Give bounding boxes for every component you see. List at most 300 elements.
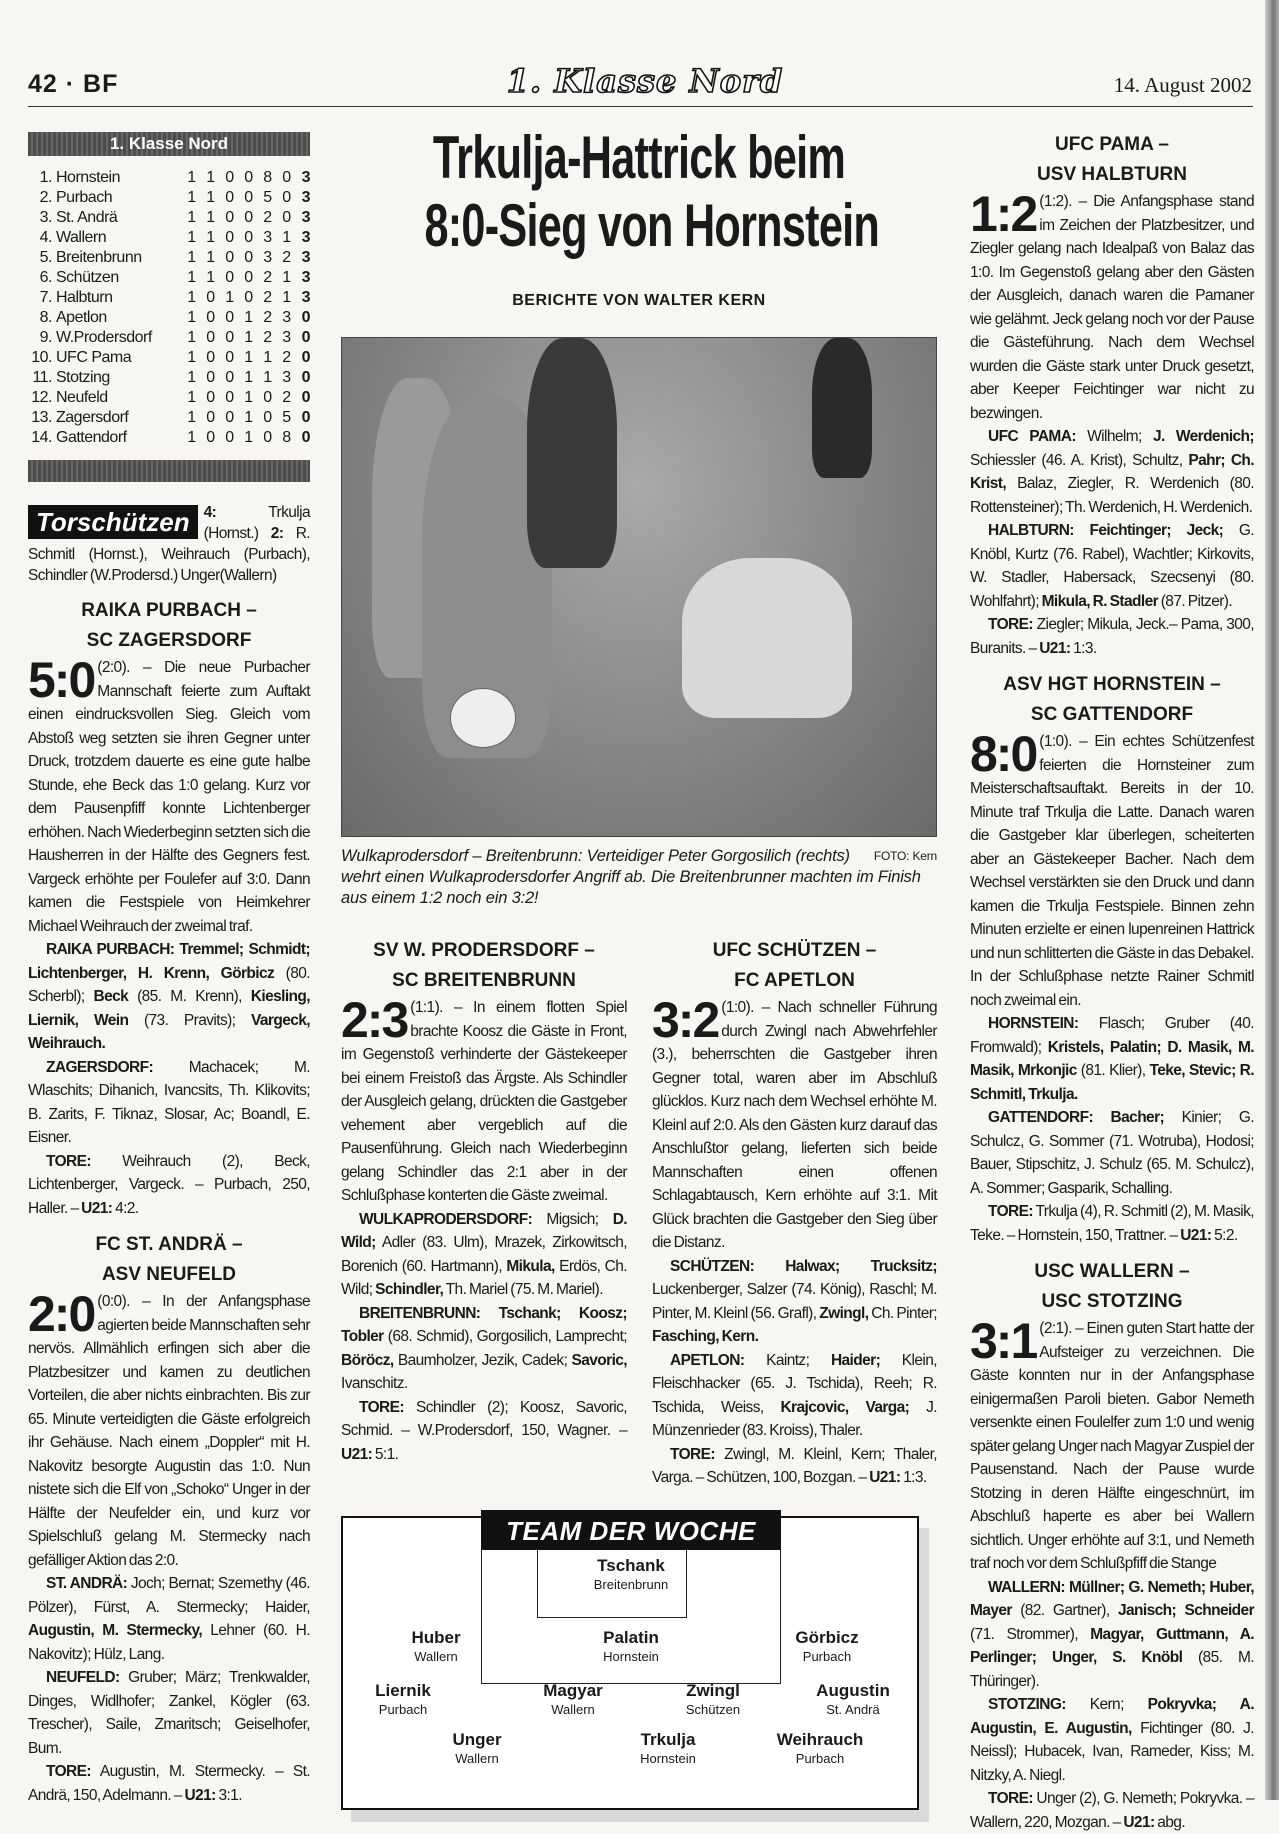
- player-name: Zwingl: [686, 1680, 740, 1700]
- standings-cell: 0: [225, 309, 234, 326]
- standings-cell: 11.: [32, 369, 52, 386]
- standings-cell: 2: [282, 349, 291, 366]
- final-score: 8:0: [970, 726, 1037, 782]
- lineup-paragraph: [970, 425, 1254, 519]
- standings-cell: 0: [225, 329, 234, 346]
- team-player: [513, 1681, 633, 1719]
- standings-cell: 0: [225, 429, 234, 446]
- standings-cell: 1.: [39, 169, 52, 186]
- player-names: Unger (2), G. Nemeth; Pokryvka. – Wallern, 220, Mozgan. –: [970, 1790, 1254, 1831]
- standings-cell: 0: [225, 189, 234, 206]
- player-names: Ivanschitz.: [341, 1375, 408, 1392]
- standings-cell: 2.: [39, 189, 52, 206]
- standings-cell: 13.: [31, 409, 52, 426]
- standings-cell: 2: [263, 329, 272, 346]
- standings-cell: 0: [301, 409, 310, 426]
- team-name: Purbach: [56, 189, 113, 206]
- player-names-bold: U21:: [184, 1786, 216, 1804]
- standings-cell: 6.: [39, 269, 52, 286]
- standings-cell: 0: [206, 369, 215, 386]
- player-names: Zwingl, M. Kleinl, Kern; Thaler, Varga. – Schützen, 100, Bozgan. –: [652, 1445, 937, 1486]
- caption-text: Wulkaprodersdorf – Breitenbrunn: Verteidiger Peter Gorgosilich (rechts) wehrt einen Wulkaprodersdorfer Angriff ab. Die Breitenbrunner machten im Finish aus einem 1:2 noch ein 3:2!: [341, 847, 921, 907]
- standings-cell: 1: [225, 289, 234, 306]
- lineup-paragraph: [970, 1787, 1254, 1834]
- match-photo: [341, 337, 937, 837]
- scorer-count: 2:: [270, 525, 284, 542]
- standings-cell: 1: [206, 229, 215, 246]
- player-names: (80. Scherbl);: [28, 964, 310, 1005]
- player-names-bold: ZAGERSDORF:: [46, 1058, 154, 1076]
- standings-cell: 1: [187, 349, 196, 366]
- team-player: [571, 1628, 691, 1666]
- team-player: [376, 1628, 496, 1666]
- standings-cell: 0: [225, 389, 234, 406]
- standings-cell: 9.: [39, 329, 52, 346]
- player-names: Fichtinger (80. J. Neissl); Hubacek, Ivan, Rameder, Kiss; M. Nitzky, A. Niegl.: [970, 1719, 1255, 1784]
- match-title: [28, 596, 310, 656]
- standings-cell: 1: [187, 429, 196, 446]
- player-names: Kinier; G. Schulcz, G. Sommer (71. Wotruba), Hodosi; Bauer, Stipschitz, J. Schulz (65. M. Schulcz), A. Sommer; Gasparik, Schalling.: [970, 1109, 1255, 1197]
- player-names-bold: RAIKA PURBACH: Tremmel; Schmidt; Lichtenberger, H. Krenn, Görbicz: [28, 941, 310, 982]
- final-score: 2:0: [28, 1286, 95, 1342]
- match-report-schuetzen-apetlon: [652, 936, 937, 1490]
- standings-cell: 0: [244, 289, 253, 306]
- match-report-standrae-neufeld: [28, 1230, 310, 1807]
- player-names-bold: SCHÜTZEN: Halwax; Trucksitz;: [670, 1257, 937, 1275]
- player-names: Adler (83. Ulm), Mrazek, Zirkowitsch, Borenich (60. Hartmann),: [341, 1234, 627, 1275]
- standings-cell: 1: [187, 389, 196, 406]
- standings-cell: 0: [206, 329, 215, 346]
- standings-cell: 1: [206, 209, 215, 226]
- player-names-bold: TORE:: [359, 1398, 404, 1416]
- standings-cell: 8: [263, 169, 272, 186]
- team-player: [417, 1730, 537, 1768]
- match-title: [970, 1257, 1254, 1317]
- standings-cell: 0: [244, 229, 253, 246]
- standings-cell: 2: [263, 269, 272, 286]
- photo-caption: [341, 846, 937, 909]
- middle-column-1: [341, 926, 627, 1490]
- standings-cell: 1: [244, 389, 253, 406]
- player-names: Augustin, M. Stermecky. – St. Andrä, 150, Adelmann. –: [28, 1763, 310, 1804]
- standings-row: [28, 288, 310, 308]
- standings-cell: 1: [206, 269, 215, 286]
- player-names: Schiessler (46. A. Krist), Schultz,: [970, 451, 1189, 469]
- standings-cell: 1: [244, 349, 253, 366]
- standings-cell: 0: [206, 309, 215, 326]
- team-player: [760, 1730, 880, 1768]
- player-names-bold: Augustin, M. Stermecky,: [28, 1622, 203, 1639]
- player-names: (87. Pitzer).: [1158, 592, 1233, 610]
- standings-cell: 0: [263, 389, 272, 406]
- standings-cell: 3: [282, 369, 291, 386]
- standings-row: [28, 228, 310, 248]
- team-name: Breitenbrunn: [56, 249, 142, 266]
- player-club: Hornstein: [603, 1648, 659, 1664]
- standings-cell: 0: [301, 329, 310, 346]
- standings-cell: 1: [244, 429, 253, 446]
- standings-cell: 1: [244, 309, 253, 326]
- standings-row: [28, 188, 310, 208]
- player-club: Purbach: [795, 1750, 845, 1766]
- final-score: 3:2: [652, 992, 719, 1048]
- player-name: Görbicz: [795, 1627, 859, 1647]
- player-name: Palatin: [603, 1627, 659, 1647]
- player-club: Schützen: [685, 1701, 741, 1717]
- player-names: (71. Strommer),: [970, 1625, 1091, 1643]
- player-names-bold: BREITENBRUNN: Tschank; Koosz; Tobler: [341, 1304, 627, 1345]
- player-names: Wilhelm;: [1075, 428, 1153, 445]
- standings-row: [28, 248, 310, 268]
- player-name: Weihrauch: [776, 1729, 864, 1749]
- standings-cell: 1: [187, 229, 196, 246]
- photo-credit: FOTO: Kern: [873, 849, 937, 863]
- player-names-bold: U21:: [1039, 639, 1071, 657]
- match-report-purbach-zagersdorf: [28, 596, 310, 1220]
- middle-column-2: [652, 926, 937, 1490]
- standings-row: [28, 348, 310, 368]
- player-names: Flasch; Gruber (40. Fromwald);: [970, 1015, 1254, 1056]
- player-names-bold: Kiesling, Liernik, Wein: [28, 988, 310, 1029]
- lineup-paragraph: [28, 1760, 310, 1807]
- standings-cell: 1: [244, 409, 253, 426]
- standings-cell: 0: [225, 369, 234, 386]
- player-names: Lehner (60. H. Nakovitz); Hülz, Lang.: [28, 1622, 310, 1663]
- standings-row: [28, 368, 310, 388]
- player-names-bold: Magyar, Guttmann, A. Perlinger; Unger, S. Knöbl: [970, 1625, 1254, 1666]
- standings-cell: 0: [206, 429, 215, 446]
- match-title-line: SV W. PRODERSDORF –: [373, 940, 595, 961]
- player-names-bold: TORE:: [46, 1152, 91, 1170]
- lineup-paragraph: [970, 1106, 1254, 1200]
- player-names: 5:2.: [1211, 1226, 1238, 1244]
- standings-cell: 0: [301, 309, 310, 326]
- player-names: (68. Schmid), Gorgosilich, Lamprecht;: [383, 1328, 627, 1345]
- player-names-bold: Pahr; Ch. Krist,: [970, 451, 1254, 492]
- issue-date: 14. August 2002: [1113, 73, 1252, 97]
- final-score: 3:1: [970, 1313, 1037, 1369]
- standings-cell: 2: [282, 249, 291, 266]
- standings-cell: 8.: [39, 309, 52, 326]
- team-player: [653, 1681, 773, 1719]
- standings-cell: 1: [187, 409, 196, 426]
- player-names: Kaintz;: [744, 1351, 831, 1369]
- headline-line: 8:0-Sieg von Hornstein: [424, 192, 880, 259]
- player-names: G. Knöbl, Kurtz (76. Rabel), Wachtler; Kirkovits, W. Stadler, Habersack, Szecsenyi (80. Wohlfahrt);: [970, 522, 1254, 610]
- player-names-bold: Böröcz,: [341, 1351, 394, 1369]
- standings-bottom-bar: [28, 460, 310, 482]
- standings-cell: 3: [301, 209, 310, 226]
- final-score: 2:3: [341, 992, 408, 1048]
- player-names-bold: Mikula,: [506, 1257, 555, 1275]
- final-score: 1:2: [970, 186, 1037, 242]
- standings-cell: 0: [301, 389, 310, 406]
- section-title: 1. Klasse Nord: [506, 62, 784, 100]
- player-names: Baumholzer, Jezik, Cadek;: [393, 1351, 572, 1369]
- match-summary: [28, 652, 310, 938]
- standings-row: [28, 168, 310, 188]
- standings-cell: 3: [301, 169, 310, 186]
- match-title-line: ASV HGT HORNSTEIN –: [1003, 674, 1221, 695]
- player-name: Trkulja: [640, 1729, 696, 1749]
- match-report-hornstein-gattendorf: [970, 670, 1254, 1247]
- player-club: Purbach: [378, 1701, 428, 1717]
- standings-row: [28, 388, 310, 408]
- team-name: Schützen: [56, 269, 119, 286]
- summary-text: (1:1). – In einem flotten Spiel brachte Koosz die Gäste in Front, im Gegenstoß verhinderte der Gästekeeper bei einem Freistoß das Ärgste. Als Schindler der Ausgleich gelang, drückten die Gastgeber vehement aber vergeblich auf die Pausenführung. Gleich nach Wiederbeginn gelang Schindler das 2:1 aber in der Schlußphase konterten die Gäste zweimal.: [341, 999, 627, 1204]
- player-names-bold: TORE:: [46, 1763, 91, 1780]
- summary-text: (0:0). – In der Anfangsphase agierten beide Mannschaften sehr nervös. Allmählich erfingen sich aber die Platzbesitzer und kamen zu deutlichen Vorteilen, die aber nichts einbrachten. Bis zur 65. Minute verteidigten die Gäste erfolgreich ihr Gehäuse. Nach einem „Doppler“ mit H. Nakovitz besorgte Augustin das 1:0. Nun nistete sich die Elf von „Schoko“ Unger in der Hälfte der Neufelder ein, und kurz vor Spielschluß gelang M. Stermecky nach gefälliger Aktion das 2:0.: [28, 1293, 310, 1569]
- standings-cell: 5: [263, 189, 272, 206]
- team-of-the-week-title: TEAM DER WOCHE: [481, 1510, 781, 1550]
- standings-cell: 1: [187, 209, 196, 226]
- header-rule: [28, 106, 1253, 107]
- standings-cell: 1: [263, 349, 272, 366]
- player-names-bold: U21:: [81, 1199, 113, 1217]
- match-title-line: SC ZAGERSDORF: [86, 630, 252, 651]
- standings-cell: 1: [206, 169, 215, 186]
- player-names-bold: TORE:: [988, 1203, 1033, 1220]
- standings-cell: 1: [187, 329, 196, 346]
- match-report-wallern-stotzing: [970, 1257, 1254, 1834]
- main-headline: [341, 124, 937, 260]
- player-name: Tschank: [597, 1555, 665, 1575]
- player-name: Liernik: [375, 1680, 431, 1700]
- player-names: Joch; Bernat; Szemethy (46. Pölzer), Fürst, A. Stermecky; Haider,: [28, 1575, 310, 1616]
- standings-cell: 0: [244, 209, 253, 226]
- standings-cell: 0: [244, 269, 253, 286]
- middle-lower-block: [341, 926, 937, 1810]
- standings-cell: 10.: [31, 349, 52, 366]
- player-names-bold: Kristels, Palatin; D. Masik, M. Masik, Mrkonjic: [970, 1038, 1254, 1079]
- standings-cell: 4.: [39, 229, 52, 246]
- team-name: Stotzing: [56, 369, 110, 386]
- right-column: [970, 120, 1254, 1834]
- lineup-paragraph: [28, 1056, 310, 1150]
- lineup-paragraph: [652, 1255, 937, 1349]
- player-names: (85. M. Thüringer).: [970, 1649, 1254, 1690]
- match-summary: [341, 992, 627, 1208]
- match-title: [341, 936, 627, 996]
- match-title-line: RAIKA PURBACH –: [81, 600, 257, 621]
- team-name: Wallern: [56, 229, 107, 246]
- standings-cell: 1: [244, 369, 253, 386]
- player-names: Kern;: [1065, 1696, 1148, 1713]
- standings-cell: 1: [187, 309, 196, 326]
- standings-cell: 0: [244, 189, 253, 206]
- standings-cell: 1: [206, 189, 215, 206]
- standings-cell: 0: [282, 189, 291, 206]
- headline-line: Trkulja-Hattrick beim: [432, 124, 846, 191]
- top-scorers-title: Torschützen: [28, 505, 198, 539]
- standings-cell: 0: [225, 209, 234, 226]
- standings-cell: 3: [301, 289, 310, 306]
- standings-cell: 2: [263, 309, 272, 326]
- player-names: 3:1.: [215, 1786, 242, 1804]
- standings-cell: 0: [225, 349, 234, 366]
- match-title: [970, 130, 1254, 190]
- player-names-bold: NEUFELD:: [46, 1669, 120, 1686]
- standings-cell: 2: [263, 289, 272, 306]
- player-names-bold: Teke, Stevic; R. Schmitl, Trkulja.: [970, 1062, 1254, 1103]
- standings-row: [28, 308, 310, 328]
- match-title-line: ASV NEUFELD: [101, 1264, 237, 1285]
- summary-text: (2:0). – Die neue Purbacher Mannschaft feierte zum Auftakt einen eindrucksvollen Sieg. Gleich vom Abstoß weg setzten sie ihren Gegner unter Druck, trotzdem dauerte es eine gute halbe Stunde, ehe Beck das 1:0 gelang. Kurz vor dem Pausenpfiff konnte Lichtenberger erhöhen. Nach Wiederbeginn setzten sich die Hausherren in der Hälfte des Gegners fest. Vargeck erhöhte per Foulefer auf 3:0. Dann kamen die Festspiele von Heimkehrer Michael Weihrauch der zweimal traf.: [28, 659, 310, 935]
- match-title-line: USC WALLERN –: [1034, 1261, 1190, 1282]
- player-names-bold: Krajcovic, Varga;: [780, 1398, 910, 1416]
- standings-cell: 1: [282, 269, 291, 286]
- team-name: UFC Pama: [56, 349, 132, 366]
- player-names: Schindler (2); Koosz, Savoric, Schmid. – W.Prodersdorf, 150, Wagner. –: [341, 1398, 627, 1439]
- player-names-bold: Fasching, Kern.: [652, 1328, 759, 1345]
- player-name: Magyar: [543, 1680, 603, 1700]
- standings-cell: 0: [263, 409, 272, 426]
- standings-cell: 3: [301, 249, 310, 266]
- match-summary: [970, 186, 1254, 425]
- match-title-line: SC BREITENBRUNN: [392, 970, 576, 991]
- player-names-bold: Savoric,: [571, 1351, 627, 1369]
- standings-cell: 0: [225, 249, 234, 266]
- standings-cell: 1: [282, 229, 291, 246]
- team-name: St. Andrä: [56, 209, 118, 226]
- player-name: Augustin: [816, 1680, 890, 1700]
- standings-cell: 1: [187, 189, 196, 206]
- match-title-line: FC APETLON: [734, 970, 855, 991]
- player-names-bold: TORE:: [988, 616, 1033, 633]
- player-names-bold: APETLON:: [670, 1351, 745, 1369]
- match-summary: [652, 992, 937, 1255]
- team-name: Zagersdorf: [56, 409, 129, 426]
- top-scorers: [28, 502, 310, 586]
- player-club: Breitenbrunn: [593, 1576, 669, 1592]
- player-names-bold: U21:: [1180, 1226, 1212, 1244]
- standings-cell: 1: [187, 169, 196, 186]
- match-title-line: UFC PAMA –: [1055, 134, 1169, 155]
- summary-text: (1:2). – Die Anfangsphase stand im Zeichen der Platzbesitzer, und Ziegler gelang nach Idealpaß von Balaz das 1:0. Im Gegenstoß gelang aber den Gästen der Ausgleich, danach waren die Pamaner wie gelähmt. Jeck gelang noch vor der Pause die Gästeführung. Nach dem Wechsel wurden die Gäste stark unter Druck gesetzt, aber Keeper Feichtinger war nicht zu bezwingen.: [970, 193, 1254, 422]
- player-club: Purbach: [802, 1648, 852, 1664]
- standings-cell: 3: [301, 189, 310, 206]
- standings-cell: 1: [187, 369, 196, 386]
- player-names: Ch. Pinter;: [868, 1304, 937, 1322]
- standings-cell: 12.: [31, 389, 52, 406]
- lineup-paragraph: [341, 1208, 627, 1302]
- standings-cell: 1: [187, 289, 196, 306]
- standings-cell: 0: [225, 169, 234, 186]
- standings-cell: 5: [282, 409, 291, 426]
- match-title-line: USC STOTZING: [1041, 1291, 1183, 1312]
- byline: BERICHTE VON WALTER KERN: [512, 292, 766, 309]
- team-player: [571, 1556, 691, 1594]
- standings-cell: 2: [263, 209, 272, 226]
- match-title-line: UFC SCHÜTZEN –: [712, 940, 877, 961]
- standings-cell: 1: [206, 249, 215, 266]
- summary-text: (1:0). – Ein echtes Schützenfest feierten die Hornsteiner zum Meisterschaftsauftakt. Bereits in der 10. Minute traf Trkulja die Latte. Danach waren die Gastgeber klar überlegen, scheiterten aber an Gästekeeper Bacher. Nach dem Wechsel verstärkten sie den Druck und dann kamen die Trkulja Festspiele. Binnen zehn Minuten erzielte er einen lupenreinen Hattrick und nun schlitterten die Gäste in das Debakel. In der Schlußphase netzte Rainer Schmitl noch zweimal ein.: [970, 733, 1254, 1009]
- standings-cell: 0: [225, 229, 234, 246]
- standings-cell: 0: [206, 409, 215, 426]
- lineup-paragraph: [970, 1576, 1254, 1694]
- standings-cell: 2: [282, 389, 291, 406]
- player-names-bold: TORE:: [670, 1445, 715, 1463]
- player-names-bold: Janisch; Schneider: [1117, 1602, 1255, 1619]
- standings-cell: 0: [225, 409, 234, 426]
- scorer-count: 4:: [203, 504, 217, 521]
- standings-cell: 0: [263, 429, 272, 446]
- player-club: Hornstein: [640, 1750, 696, 1766]
- player-names-bold: WULKAPRODERSDORF:: [359, 1210, 533, 1228]
- standings-title: 1. Klasse Nord: [28, 132, 310, 156]
- lineup-paragraph: [28, 1572, 310, 1666]
- player-names-bold: Pokryvka; A. Augustin, E. Augustin,: [970, 1696, 1254, 1737]
- player-names-bold: D. Wild;: [341, 1210, 627, 1251]
- player-names-bold: WALLERN: Müllner; G. Nemeth; Huber, Mayer: [970, 1578, 1254, 1619]
- middle-columns: [341, 926, 937, 1490]
- player-names: (82. Gartner),: [1011, 1602, 1118, 1619]
- standings-row: [28, 268, 310, 288]
- standings-cell: 0: [282, 209, 291, 226]
- player-names: Balaz, Ziegler, R. Werdenich (80. Rottensteiner); Th. Werdenich, H. Werdenich.: [970, 475, 1254, 516]
- player-names: Machacek; M. Wlaschits; Dihanich, Ivancsits, Th. Klikovits; B. Zarits, F. Tiknaz, Slosar, Ac; Boandl, E. Eisner.: [28, 1058, 310, 1146]
- player-names: Gruber; März; Trenkwalder, Dinges, Widlhofer; Zankel, Kögler (63. Trescher), Saile, Zmaritsch; Geiselhofer, Bum.: [28, 1669, 310, 1757]
- summary-text: (1:0). – Nach schneller Führung durch Zwingl nach Abwehrfehler (3.), beherrschten die Gastgeber ihren Gegner total, waren aber im Abschluß glücklos. Kurz nach dem Wechsel erhöhte M. Kleinl auf 2:0. Als den Gästen kurz darauf das Anschlußtor gelang, lieferten sich beide Mannschaften einen offenen Schlagabtausch, Kern erhöhte auf 3:1. Mit Glück brachten die Gastgeber den Sieg über die Distanz.: [652, 999, 937, 1251]
- player-names-bold: U21:: [1123, 1813, 1155, 1831]
- player-names-bold: STOTZING:: [988, 1696, 1066, 1713]
- summary-text: (2:1). – Einen guten Start hatte der Aufsteiger zu verzeichnen. Die Gäste konnten nur in der Anfangsphase einigermaßen Paroli bieten. Gabor Nemeth versenkte einen Foulelfer zum 1:0 und wenig später gelang Unger nach Magyar Zuspiel der Pausenstand. Nach der Pause wurde Stotzing in deren Hälfte eingeschnürt, im Abschluß haperte es aber bei Wallern sichtlich. Unger erhöhte auf 3:1, und Nemeth traf noch vor dem Schlußpfiff die Stange: [970, 1320, 1254, 1572]
- team-name: Gattendorf: [56, 429, 127, 446]
- standings-cell: 14.: [31, 429, 52, 446]
- player-names-bold: Mikula, R. Stadler: [1041, 592, 1159, 610]
- team-player: [343, 1681, 463, 1719]
- player-club: Wallern: [414, 1648, 458, 1664]
- match-title: [652, 936, 937, 996]
- player-names: 1:3.: [1070, 639, 1097, 657]
- standings-cell: 0: [244, 249, 253, 266]
- team-player: [608, 1730, 728, 1768]
- standings-cell: 1: [187, 269, 196, 286]
- team-name: Neufeld: [56, 389, 108, 406]
- team-name: Hornstein: [56, 169, 120, 186]
- team-name: Halbturn: [56, 289, 113, 306]
- player-names-bold: HORNSTEIN:: [988, 1015, 1079, 1032]
- player-names: Weihrauch (2), Beck, Lichtenberger, Vargeck. – Purbach, 250, Haller. –: [28, 1152, 310, 1217]
- standings-cell: 3: [282, 329, 291, 346]
- player-names-bold: GATTENDORF: Bacher;: [988, 1109, 1165, 1126]
- standings-cell: 3.: [39, 209, 52, 226]
- standings-cell: 0: [206, 289, 215, 306]
- lineup-paragraph: [970, 1200, 1254, 1247]
- lineup-paragraph: [652, 1443, 937, 1490]
- player-name: Unger: [452, 1729, 502, 1749]
- player-names-bold: Zwingl,: [819, 1304, 869, 1322]
- team-name: W.Prodersdorf: [56, 329, 152, 346]
- match-summary: [970, 1313, 1254, 1576]
- standings-cell: 1: [244, 329, 253, 346]
- match-title: [28, 1230, 310, 1290]
- player-names-bold: HALBTURN: Feichtinger; Jeck;: [988, 522, 1224, 539]
- standings-cell: 3: [263, 249, 272, 266]
- lineup-paragraph: [970, 1012, 1254, 1106]
- player-names: (81. Klier),: [1076, 1062, 1150, 1079]
- standings-cell: 0: [301, 349, 310, 366]
- match-title-line: FC ST. ANDRÄ –: [95, 1234, 243, 1255]
- standings-cell: 0: [301, 429, 310, 446]
- player-names-bold: Vargeck, Weihrauch.: [28, 1011, 310, 1052]
- team-player: [793, 1681, 913, 1719]
- final-score: 5:0: [28, 652, 95, 708]
- team-player: [767, 1628, 887, 1666]
- standings-cell: 1: [187, 249, 196, 266]
- player-names-bold: UFC PAMA:: [988, 428, 1076, 445]
- player-names-bold: J. Werdenich;: [1152, 428, 1254, 445]
